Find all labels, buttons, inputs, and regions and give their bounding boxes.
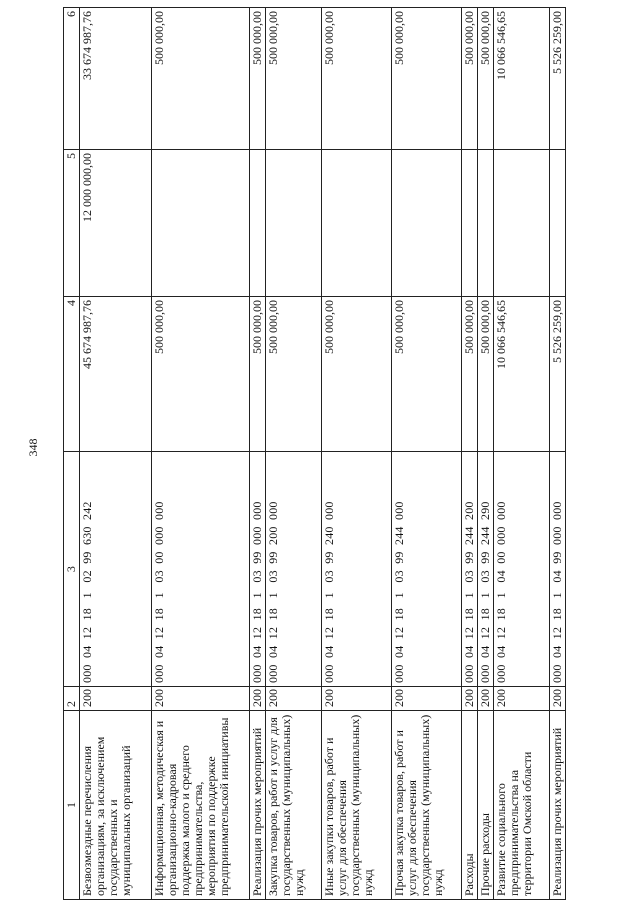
table-row bbox=[250, 8, 266, 900]
row-name: Прочая закупка товаров, работ и услуг для обеспечения государственных (муниципальных) нужд bbox=[392, 711, 462, 900]
row-amount-col4: 500 000,00 bbox=[392, 297, 462, 452]
row-amount-col5 bbox=[152, 150, 250, 297]
table-row bbox=[80, 8, 152, 900]
row-amount-col5: 12 000 000,00 bbox=[80, 150, 152, 297]
row-amount-col6: 500 000,00 bbox=[266, 8, 322, 150]
row-amount-col5 bbox=[250, 150, 266, 297]
row-admin-code: 200 bbox=[478, 687, 494, 711]
row-name: Реализация прочих мероприятий bbox=[250, 711, 266, 900]
row-amount-col4: 45 674 987,76 bbox=[80, 297, 152, 452]
row-amount-col4: 500 000,00 bbox=[266, 297, 322, 452]
row-amount-col5 bbox=[266, 150, 322, 297]
row-amount-col5 bbox=[494, 150, 550, 297]
row-amount-col6: 500 000,00 bbox=[250, 8, 266, 150]
row-admin-code: 200 bbox=[392, 687, 462, 711]
budget-table bbox=[63, 7, 566, 900]
table-row bbox=[462, 8, 478, 900]
row-amount-col6: 33 674 987,76 bbox=[80, 8, 152, 150]
row-classification-code: 000 04 12 18 1 04 99 000 000 bbox=[550, 452, 566, 687]
row-amount-col6: 10 066 546,65 bbox=[494, 8, 550, 150]
row-amount-col5 bbox=[462, 150, 478, 297]
column-header-2: 2 bbox=[64, 687, 80, 711]
column-header-5: 5 bbox=[64, 150, 80, 297]
row-name: Закупка товаров, работ и услуг для государственных (муниципальных) нужд bbox=[266, 711, 322, 900]
header-row bbox=[64, 8, 80, 900]
row-amount-col6: 500 000,00 bbox=[462, 8, 478, 150]
row-admin-code: 200 bbox=[462, 687, 478, 711]
row-name: Безвозмездные перечисления организациям, за исключением государственных и муниципальных организаций bbox=[80, 711, 152, 900]
row-classification-code: 000 04 12 18 1 03 99 200 000 bbox=[266, 452, 322, 687]
row-classification-code: 000 04 12 18 1 03 99 000 000 bbox=[250, 452, 266, 687]
row-name: Прочие расходы bbox=[478, 711, 494, 900]
table-body bbox=[80, 8, 566, 900]
table-row bbox=[266, 8, 322, 900]
row-classification-code: 000 04 12 18 1 04 00 000 000 bbox=[494, 452, 550, 687]
row-admin-code: 200 bbox=[266, 687, 322, 711]
table-header bbox=[64, 8, 80, 900]
column-header-6: 6 bbox=[64, 8, 80, 150]
row-amount-col6: 500 000,00 bbox=[152, 8, 250, 150]
row-amount-col6: 500 000,00 bbox=[392, 8, 462, 150]
row-name: Реализация прочих мероприятий bbox=[550, 711, 566, 900]
row-amount-col5 bbox=[550, 150, 566, 297]
row-admin-code: 200 bbox=[152, 687, 250, 711]
page-number: 348 bbox=[26, 438, 40, 457]
row-amount-col4: 500 000,00 bbox=[478, 297, 494, 452]
row-classification-code: 000 04 12 18 1 03 99 244 290 bbox=[478, 452, 494, 687]
table-row bbox=[478, 8, 494, 900]
row-amount-col4: 500 000,00 bbox=[152, 297, 250, 452]
row-amount-col6: 5 526 259,00 bbox=[550, 8, 566, 150]
table-row bbox=[152, 8, 250, 900]
row-amount-col4: 10 066 546,65 bbox=[494, 297, 550, 452]
row-classification-code: 000 04 12 18 1 03 99 244 200 bbox=[462, 452, 478, 687]
row-amount-col5 bbox=[392, 150, 462, 297]
column-header-4: 4 bbox=[64, 297, 80, 452]
row-amount-col5 bbox=[322, 150, 392, 297]
row-name: Развитие социального предпринимательства на территории Омской области bbox=[494, 711, 550, 900]
row-amount-col4: 500 000,00 bbox=[462, 297, 478, 452]
row-amount-col4: 500 000,00 bbox=[250, 297, 266, 452]
row-amount-col6: 500 000,00 bbox=[478, 8, 494, 150]
row-name: Информационная, методическая и организационно-кадровая поддержка малого и среднего предпринимательства, мероприятия по поддержке предпринимательской инициативы bbox=[152, 711, 250, 900]
row-amount-col4: 5 526 259,00 bbox=[550, 297, 566, 452]
row-admin-code: 200 bbox=[322, 687, 392, 711]
table-row bbox=[550, 8, 566, 900]
row-admin-code: 200 bbox=[550, 687, 566, 711]
row-amount-col6: 500 000,00 bbox=[322, 8, 392, 150]
row-name: Иные закупки товаров, работ и услуг для обеспечения государственных (муниципальных) нужд bbox=[322, 711, 392, 900]
column-header-1: 1 bbox=[64, 711, 80, 900]
row-admin-code: 200 bbox=[494, 687, 550, 711]
table-row bbox=[494, 8, 550, 900]
rotated-document bbox=[63, 5, 633, 900]
row-amount-col4: 500 000,00 bbox=[322, 297, 392, 452]
row-classification-code: 000 04 12 18 1 03 99 244 000 bbox=[392, 452, 462, 687]
row-admin-code: 200 bbox=[80, 687, 152, 711]
row-name: Расходы bbox=[462, 711, 478, 900]
table-row bbox=[392, 8, 462, 900]
row-admin-code: 200 bbox=[250, 687, 266, 711]
row-amount-col5 bbox=[478, 150, 494, 297]
row-classification-code: 000 04 12 18 1 03 99 240 000 bbox=[322, 452, 392, 687]
row-classification-code: 000 04 12 18 1 03 00 000 000 bbox=[152, 452, 250, 687]
table-row bbox=[322, 8, 392, 900]
column-header-3: 3 bbox=[64, 452, 80, 687]
row-classification-code: 000 04 12 18 1 02 99 630 242 bbox=[80, 452, 152, 687]
